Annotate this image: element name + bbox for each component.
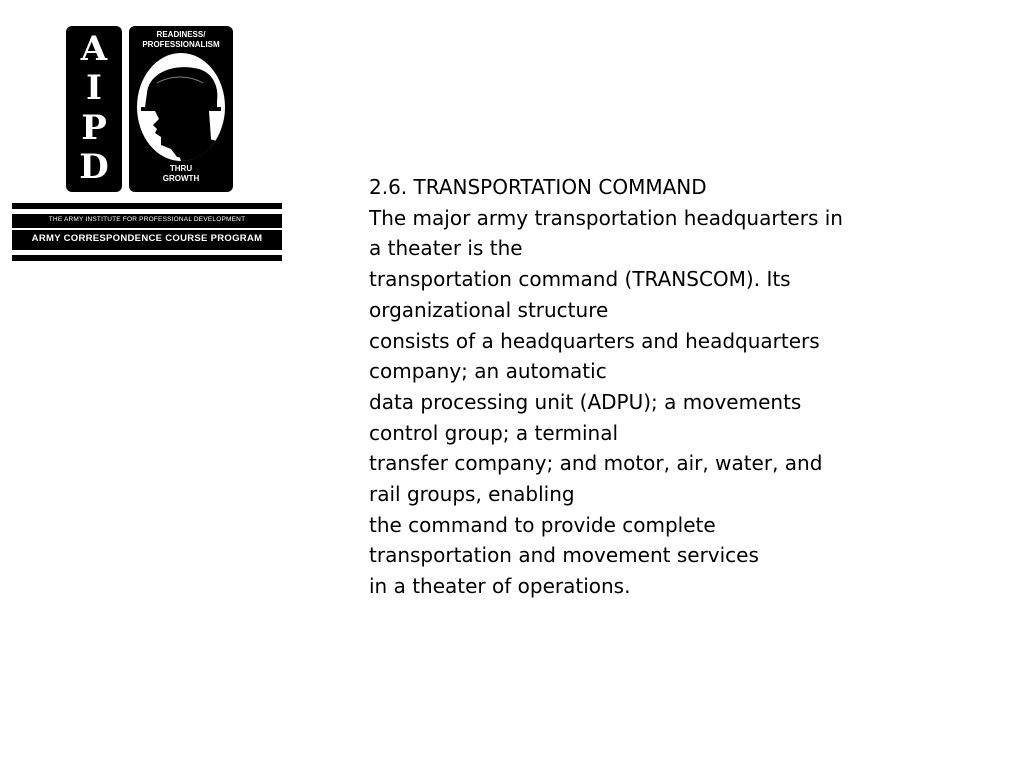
body-line: rail groups, enabling — [369, 482, 575, 507]
body-line: transportation command (TRANSCOM). Its — [369, 267, 791, 292]
body-line: in a theater of operations. — [369, 574, 631, 599]
body-line: transportation and movement services — [369, 543, 759, 568]
banner-top-rule — [12, 203, 282, 209]
program-banner — [12, 203, 282, 261]
logo-letter-d: D — [79, 147, 109, 188]
aipd-logo — [66, 26, 233, 192]
soldier-helmet-icon — [137, 53, 225, 161]
section-heading: 2.6. TRANSPORTATION COMMAND — [369, 175, 707, 199]
logo-letter-p: P — [81, 107, 107, 148]
banner-program-name: ARMY CORRESPONDENCE COURSE PROGRAM — [31, 233, 263, 244]
body-line: data processing unit (ADPU); a movements — [369, 389, 802, 414]
body-line: consists of a headquarters and headquarters — [369, 328, 820, 353]
body-line: organizational structure — [369, 297, 609, 322]
body-line: company; an automatic — [369, 359, 607, 384]
logo-letter-a: A — [80, 28, 108, 69]
body-line: control group; a terminal — [369, 420, 619, 445]
body-line: a theater is the — [369, 236, 523, 261]
logo-letters-column — [66, 26, 122, 192]
banner-divider — [12, 228, 282, 230]
banner-bottom-rule — [12, 255, 282, 261]
body-line: the command to provide complete — [369, 512, 716, 537]
logo-letter-i: I — [86, 68, 102, 109]
logo-motto-bottom: THRU GROWTH — [162, 164, 200, 183]
section-content — [369, 172, 929, 602]
banner-institute-name: THE ARMY INSTITUTE FOR PROFESSIONAL DEVELOPMENT — [48, 216, 246, 223]
body-line: The major army transportation headquarters in — [369, 205, 843, 230]
logo-motto-top: READINESS/ PROFESSIONALISM — [142, 30, 220, 49]
logo-emblem-panel — [129, 26, 233, 192]
body-line: transfer company; and motor, air, water, and — [369, 451, 823, 476]
